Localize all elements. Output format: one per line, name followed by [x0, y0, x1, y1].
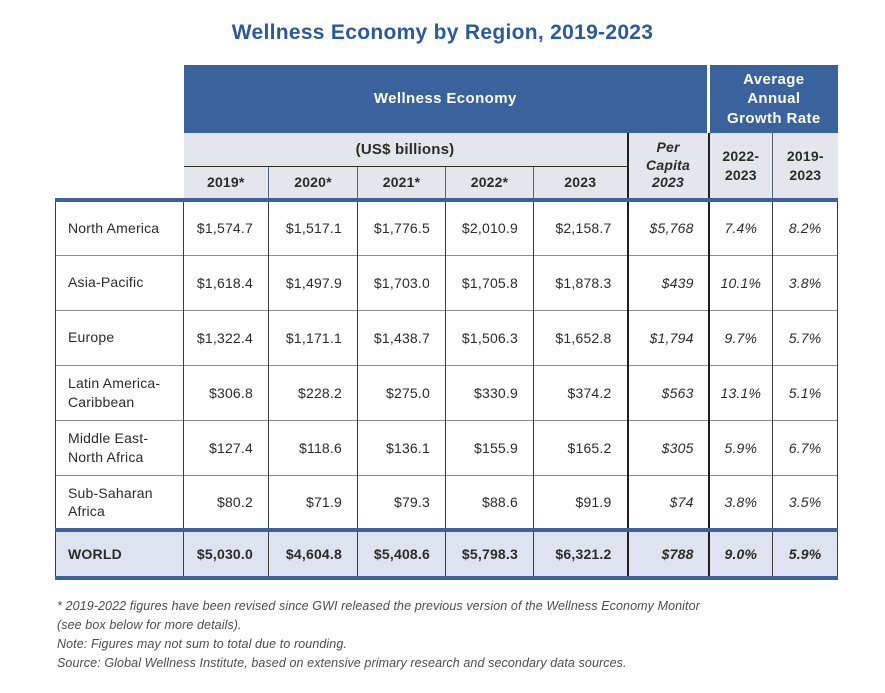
- value-cell: $5,030.0: [184, 530, 269, 578]
- growth-2019-2023-header: 2019-2023: [773, 133, 838, 200]
- year-header-2021: 2021*: [358, 166, 446, 200]
- table-row-europe: [56, 310, 838, 365]
- value-cell: $6,321.2: [534, 530, 628, 578]
- value-cell: $330.9: [446, 365, 534, 420]
- wellness-economy-table: [55, 65, 838, 580]
- region-cell: Europe: [56, 310, 184, 365]
- growth-2022-2023-header: 2022-2023: [709, 133, 773, 200]
- value-cell: $1,438.7: [358, 310, 446, 365]
- growth-cell: 5.1%: [773, 365, 838, 420]
- footnote-revision: * 2019-2022 figures have been revised since GWI released the previous version of the Wellness Economy Monitor: [57, 599, 700, 613]
- per-capita-header: Per Capita 2023: [628, 133, 709, 200]
- year-header-2020: 2020*: [269, 166, 358, 200]
- growth-cell: 13.1%: [709, 365, 773, 420]
- value-cell: $1,618.4: [184, 255, 269, 310]
- table-row-asia-pacific: [56, 255, 838, 310]
- value-cell: $2,010.9: [446, 200, 534, 255]
- value-cell: $1,322.4: [184, 310, 269, 365]
- growth-cell: 5.9%: [773, 530, 838, 578]
- value-cell: $88.6: [446, 475, 534, 530]
- value-cell: $1,171.1: [269, 310, 358, 365]
- value-cell: $374.2: [534, 365, 628, 420]
- value-cell: $1,506.3: [446, 310, 534, 365]
- region-cell: Sub-Saharan Africa: [56, 475, 184, 530]
- value-cell: $1,878.3: [534, 255, 628, 310]
- value-cell: $1,497.9: [269, 255, 358, 310]
- table-row-world-total: [56, 530, 838, 578]
- value-cell: $1,776.5: [358, 200, 446, 255]
- page-title: Wellness Economy by Region, 2019-2023: [231, 21, 654, 44]
- value-cell: $275.0: [358, 365, 446, 420]
- growth-cell: 9.7%: [709, 310, 773, 365]
- region-cell: North America: [56, 200, 184, 255]
- table-row-sub-saharan-africa: [56, 475, 838, 530]
- growth-cell: 8.2%: [773, 200, 838, 255]
- value-cell: $136.1: [358, 420, 446, 475]
- year-header-2019: 2019*: [184, 166, 269, 200]
- value-cell: $1,574.7: [184, 200, 269, 255]
- unit-header: (US$ billions): [184, 133, 628, 166]
- year-header-2023: 2023: [534, 166, 628, 200]
- value-cell: $2,158.7: [534, 200, 628, 255]
- year-header-2022: 2022*: [446, 166, 534, 200]
- table-row-north-america: [56, 200, 838, 255]
- header-row-groups: [56, 65, 838, 133]
- region-cell: WORLD: [56, 530, 184, 578]
- per-capita-cell: $74: [628, 475, 709, 530]
- per-capita-cell: $439: [628, 255, 709, 310]
- value-cell: $71.9: [269, 475, 358, 530]
- value-cell: $306.8: [184, 365, 269, 420]
- growth-rate-header: Average Annual Growth Rate: [709, 65, 838, 133]
- growth-cell: 3.5%: [773, 475, 838, 530]
- growth-cell: 6.7%: [773, 420, 838, 475]
- footnote-source: Source: Global Wellness Institute, based on extensive primary research and secondary data sources.: [57, 656, 627, 670]
- per-capita-cell: $563: [628, 365, 709, 420]
- growth-cell: 5.9%: [709, 420, 773, 475]
- value-cell: $79.3: [358, 475, 446, 530]
- footnote-revision-cont: (see box below for more details).: [57, 618, 242, 632]
- value-cell: $1,517.1: [269, 200, 358, 255]
- value-cell: $5,798.3: [446, 530, 534, 578]
- value-cell: $228.2: [269, 365, 358, 420]
- value-cell: $127.4: [184, 420, 269, 475]
- value-cell: $80.2: [184, 475, 269, 530]
- footnote-rounding: Note: Figures may not sum to total due to rounding.: [57, 637, 347, 651]
- value-cell: $118.6: [269, 420, 358, 475]
- footnotes: [57, 597, 885, 673]
- value-cell: $1,703.0: [358, 255, 446, 310]
- growth-cell: 5.7%: [773, 310, 838, 365]
- region-cell: Latin America-Caribbean: [56, 365, 184, 420]
- per-capita-cell: $305: [628, 420, 709, 475]
- growth-cell: 9.0%: [709, 530, 773, 578]
- wellness-economy-header: Wellness Economy: [184, 65, 709, 133]
- region-cell: Middle East-North Africa: [56, 420, 184, 475]
- value-cell: $91.9: [534, 475, 628, 530]
- region-cell: Asia-Pacific: [56, 255, 184, 310]
- growth-cell: 10.1%: [709, 255, 773, 310]
- per-capita-cell: $1,794: [628, 310, 709, 365]
- corner-cell: [56, 65, 184, 200]
- per-capita-cell: $5,768: [628, 200, 709, 255]
- value-cell: $5,408.6: [358, 530, 446, 578]
- value-cell: $4,604.8: [269, 530, 358, 578]
- growth-cell: 7.4%: [709, 200, 773, 255]
- value-cell: $155.9: [446, 420, 534, 475]
- table-row-middle-east-north-africa: [56, 420, 838, 475]
- growth-cell: 3.8%: [709, 475, 773, 530]
- value-cell: $1,652.8: [534, 310, 628, 365]
- value-cell: $165.2: [534, 420, 628, 475]
- value-cell: $1,705.8: [446, 255, 534, 310]
- per-capita-cell: $788: [628, 530, 709, 578]
- growth-cell: 3.8%: [773, 255, 838, 310]
- table-row-latin-america-caribbean: [56, 365, 838, 420]
